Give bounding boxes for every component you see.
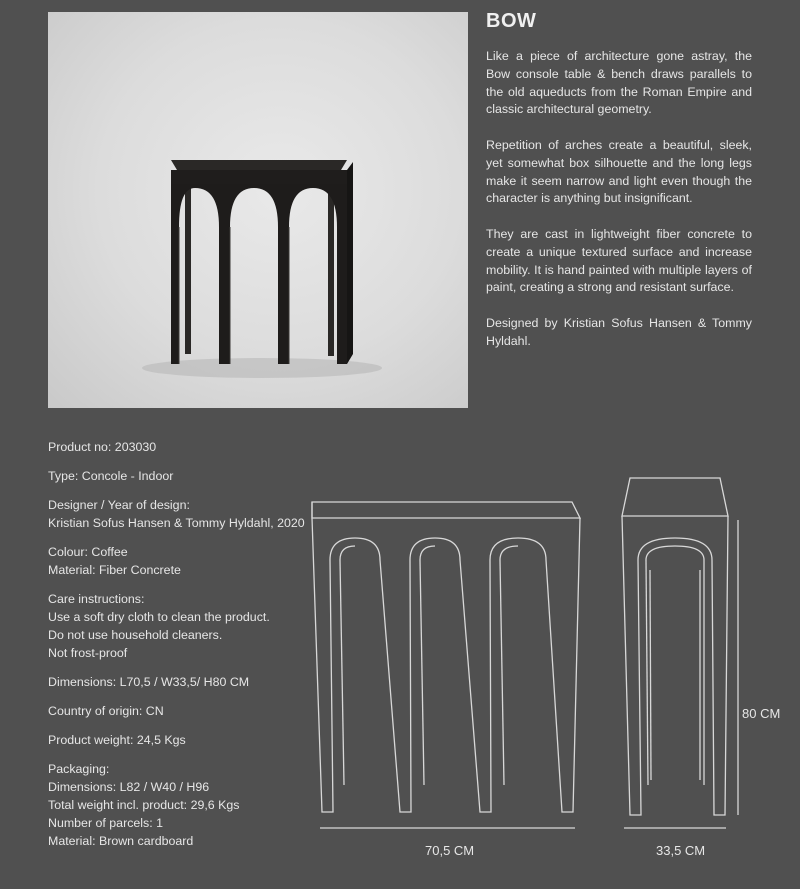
country-of-origin: Country of origin: CN bbox=[48, 704, 164, 718]
packaging-line: Dimensions: L82 / W40 / H96 bbox=[48, 780, 210, 794]
product-photo bbox=[48, 12, 468, 408]
product-title: BOW bbox=[486, 10, 537, 32]
bow-console-table-image bbox=[48, 12, 468, 408]
length-dimension-label: 70,5 CM bbox=[425, 843, 475, 858]
care-line: Not frost-proof bbox=[48, 646, 128, 660]
material: Material: Fiber Concrete bbox=[48, 563, 181, 577]
packaging-label: Packaging: bbox=[48, 762, 110, 776]
technical-drawing bbox=[300, 460, 800, 840]
packaging-line: Total weight incl. product: 29,6 Kgs bbox=[48, 798, 240, 812]
packaging-line: Material: Brown cardboard bbox=[48, 834, 194, 848]
front-view-drawing bbox=[312, 502, 580, 828]
care-label: Care instructions: bbox=[48, 592, 145, 606]
product-number: Product no: 203030 bbox=[48, 440, 157, 454]
packaging-line: Number of parcels: 1 bbox=[48, 816, 164, 830]
description-paragraph: Like a piece of architecture gone astray, the Bow console table & bench draws parallels to the old aqueducts from the Roman Empire and classic architectural geometry. bbox=[486, 49, 752, 117]
product-type: Type: Concole - Indoor bbox=[48, 469, 174, 483]
side-view-drawing bbox=[622, 478, 738, 828]
width-dimension-label: 33,5 CM bbox=[656, 843, 706, 858]
product-specs bbox=[48, 438, 318, 861]
description-paragraph: Repetition of arches create a beautiful, sleek, yet somewhat box silhouette and the long legs make it seem narrow and light even though the character is anything but insignificant. bbox=[486, 137, 752, 206]
care-line: Do not use household cleaners. bbox=[48, 628, 223, 642]
dimensions: Dimensions: L70,5 / W33,5/ H80 CM bbox=[48, 675, 250, 689]
care-line: Use a soft dry cloth to clean the product. bbox=[48, 610, 270, 624]
designer-label: Designer / Year of design: bbox=[48, 498, 190, 512]
product-weight: Product weight: 24,5 Kgs bbox=[48, 733, 186, 747]
description-paragraph: Designed by Kristian Sofus Hansen & Tommy Hyldahl. bbox=[486, 315, 752, 348]
product-description bbox=[486, 48, 752, 368]
colour: Colour: Coffee bbox=[48, 545, 128, 559]
designer-value: Kristian Sofus Hansen & Tommy Hyldahl, 2020 bbox=[48, 516, 305, 530]
description-paragraph: They are cast in lightweight fiber concrete to create a unique textured surface and increase mobility. It is hand painted with multiple layers of paint, creating a strong and resistant surface. bbox=[486, 226, 752, 295]
height-dimension-label: 80 CM bbox=[742, 706, 781, 721]
